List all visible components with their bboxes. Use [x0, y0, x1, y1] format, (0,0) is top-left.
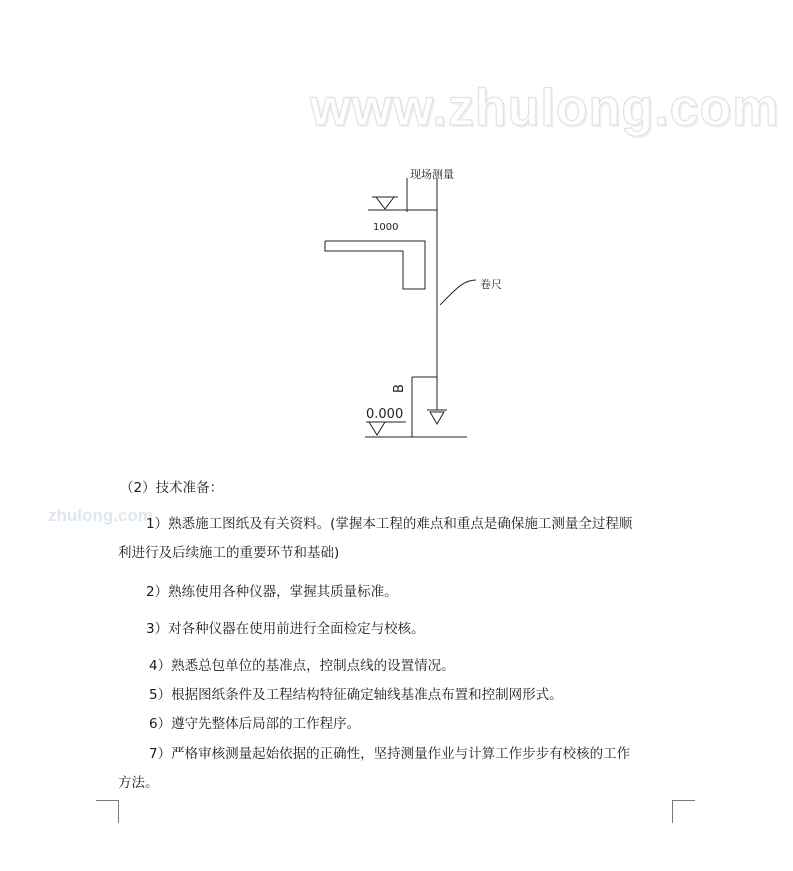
paragraph-item7-cont: 方法。 — [118, 775, 159, 791]
page-corner-mark-left — [96, 800, 119, 823]
section-heading: （2）技术准备： — [120, 480, 224, 496]
slab-profile — [325, 241, 425, 289]
paragraph-item3: 3）对各种仪器在使用前进行全面检定与校核。 — [146, 621, 425, 637]
plumb-bob-icon — [430, 412, 444, 424]
watermark-zhulong-small: zhulong.com — [48, 506, 153, 525]
paragraph-item6: 6）遵守先整体后局部的工作程序。 — [149, 716, 361, 732]
label-zero-elevation: 0.000 — [366, 407, 404, 422]
top-elevation-triangle — [376, 197, 394, 209]
watermark-zhulong: www.zhulong.com — [310, 79, 780, 137]
paragraph-item5: 5）根据图纸条件及工程结构特征确定轴线基准点布置和控制网形式。 — [149, 687, 563, 703]
paragraph-item1-cont: 利进行及后续施工的重要环节和基础) — [118, 545, 340, 561]
paragraph-item2: 2）熟练使用各种仪器，掌握其质量标准。 — [146, 584, 398, 600]
label-site-measure: 现场测量 — [410, 168, 454, 181]
tape-leader-line — [440, 280, 476, 305]
paragraph-item1: 1）熟悉施工图纸及有关资料。(掌握本工程的难点和重点是确保施工测量全过程顺 — [146, 516, 633, 532]
label-tape: 卷尺 — [480, 278, 502, 291]
page-corner-mark-right — [672, 800, 695, 823]
zero-elevation-triangle — [369, 422, 385, 435]
paragraph-item4: 4）熟悉总包单位的基准点，控制点线的设置情况。 — [149, 658, 455, 674]
label-b: B — [392, 384, 407, 393]
label-1000: 1000 — [373, 222, 399, 233]
paragraph-item7: 7）严格审核测量起始依据的正确性，坚持测量作业与计算工作步步有校核的工作 — [149, 746, 631, 762]
